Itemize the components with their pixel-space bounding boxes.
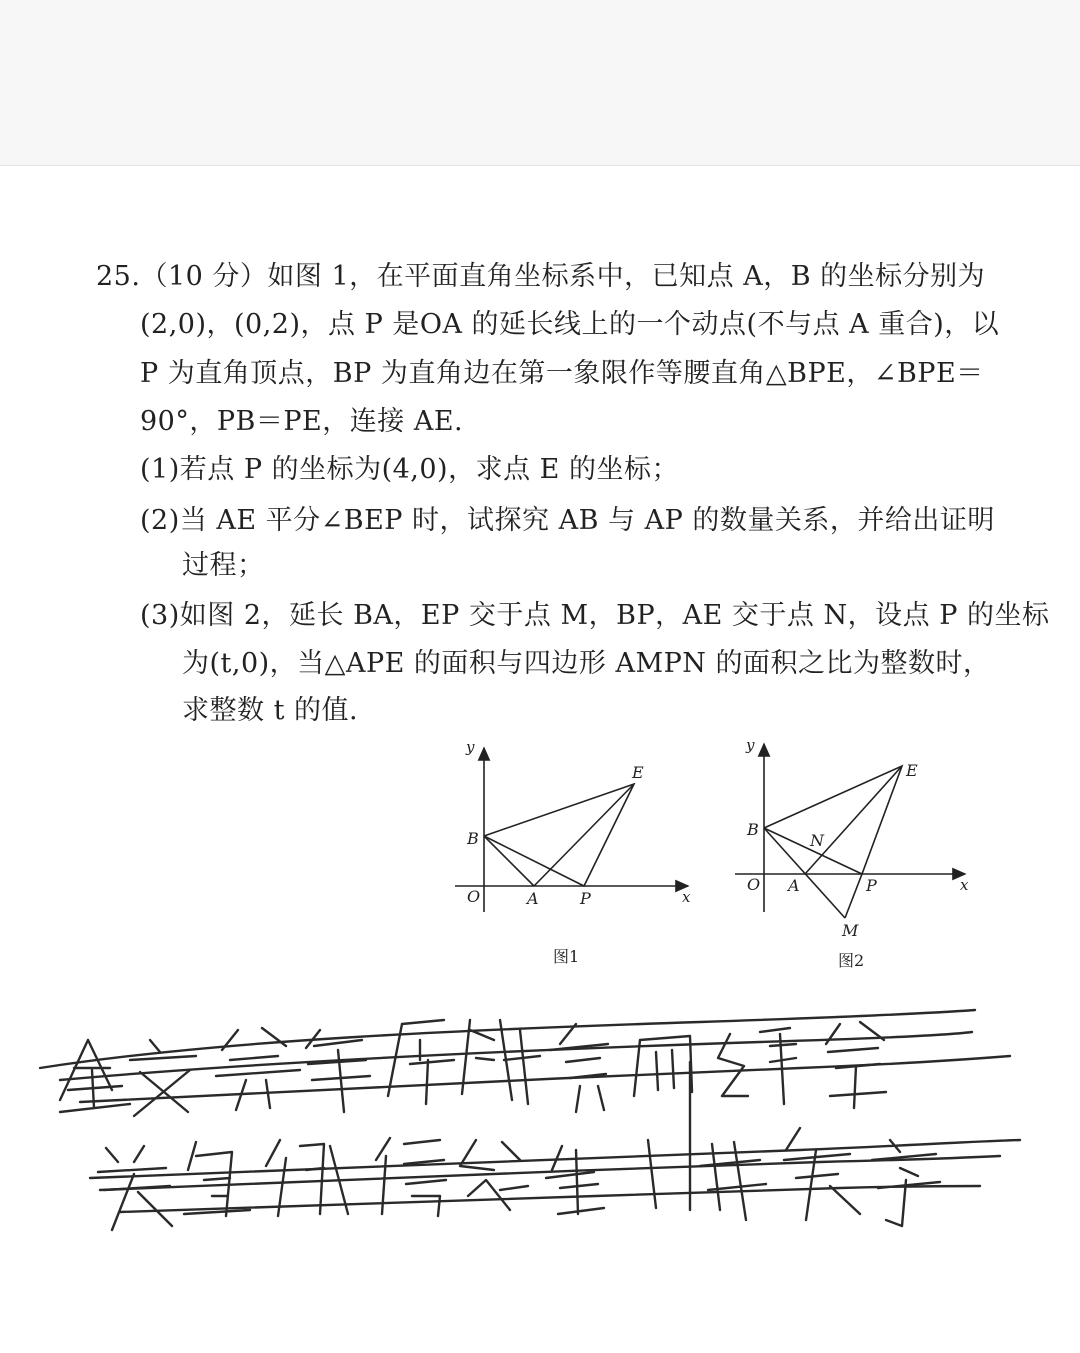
fig1-label-b: B — [467, 829, 479, 848]
problem-line-2: (2,0)，(0,2)，点 P 是OA 的延长线上的一个动点(不与点 A 重合)，以 — [140, 309, 1000, 340]
fig2-label-m: M — [842, 921, 859, 940]
fig2-label-b: B — [747, 820, 759, 839]
sub-question-2-cont: 过程； — [182, 550, 265, 581]
fig2-label-y: y — [746, 736, 755, 754]
fig1-label-x: x — [682, 888, 691, 906]
fig2-label-x: x — [960, 876, 969, 894]
fig1-label-y: y — [466, 738, 475, 756]
problem-line-4: 90°，PB＝PE，连接 AE. — [140, 406, 464, 437]
fig2-label-o: O — [747, 875, 761, 894]
problem-line-1: 25.（10 分）如图 1，在平面直角坐标系中，已知点 A，B 的坐标分别为 — [96, 261, 986, 292]
fig1-label-a: A — [527, 889, 539, 908]
fig2-label-e: E — [906, 761, 918, 780]
fig1-label-e: E — [632, 763, 644, 782]
fig2-caption: 图2 — [838, 951, 865, 970]
sub-question-3-cont: 为(t,0)，当△APE 的面积与四边形 AMPN 的面积之比为整数时， — [182, 648, 991, 679]
sub-question-1: (1)若点 P 的坐标为(4,0)，求点 E 的坐标； — [140, 454, 679, 485]
sub-question-3-end: 求整数 t 的值. — [182, 695, 359, 726]
fig2-label-a: A — [788, 876, 800, 895]
fig2-label-p: P — [866, 876, 877, 895]
fig1-label-o: O — [467, 887, 481, 906]
problem-line-3: P 为直角顶点，BP 为直角边在第一象限作等腰直角△BPE，∠BPE＝ — [140, 358, 984, 389]
sub-question-3: (3)如图 2，延长 BA，EP 交于点 M，BP，AE 交于点 N，设点 P 的坐标 — [140, 600, 1050, 631]
sub-question-2: (2)当 AE 平分∠BEP 时，试探究 AB 与 AP 的数量关系，并给出证明 — [140, 505, 995, 536]
fig1-caption: 图1 — [553, 947, 580, 966]
fig2-label-n: N — [810, 831, 824, 850]
fig1-label-p: P — [580, 889, 591, 908]
